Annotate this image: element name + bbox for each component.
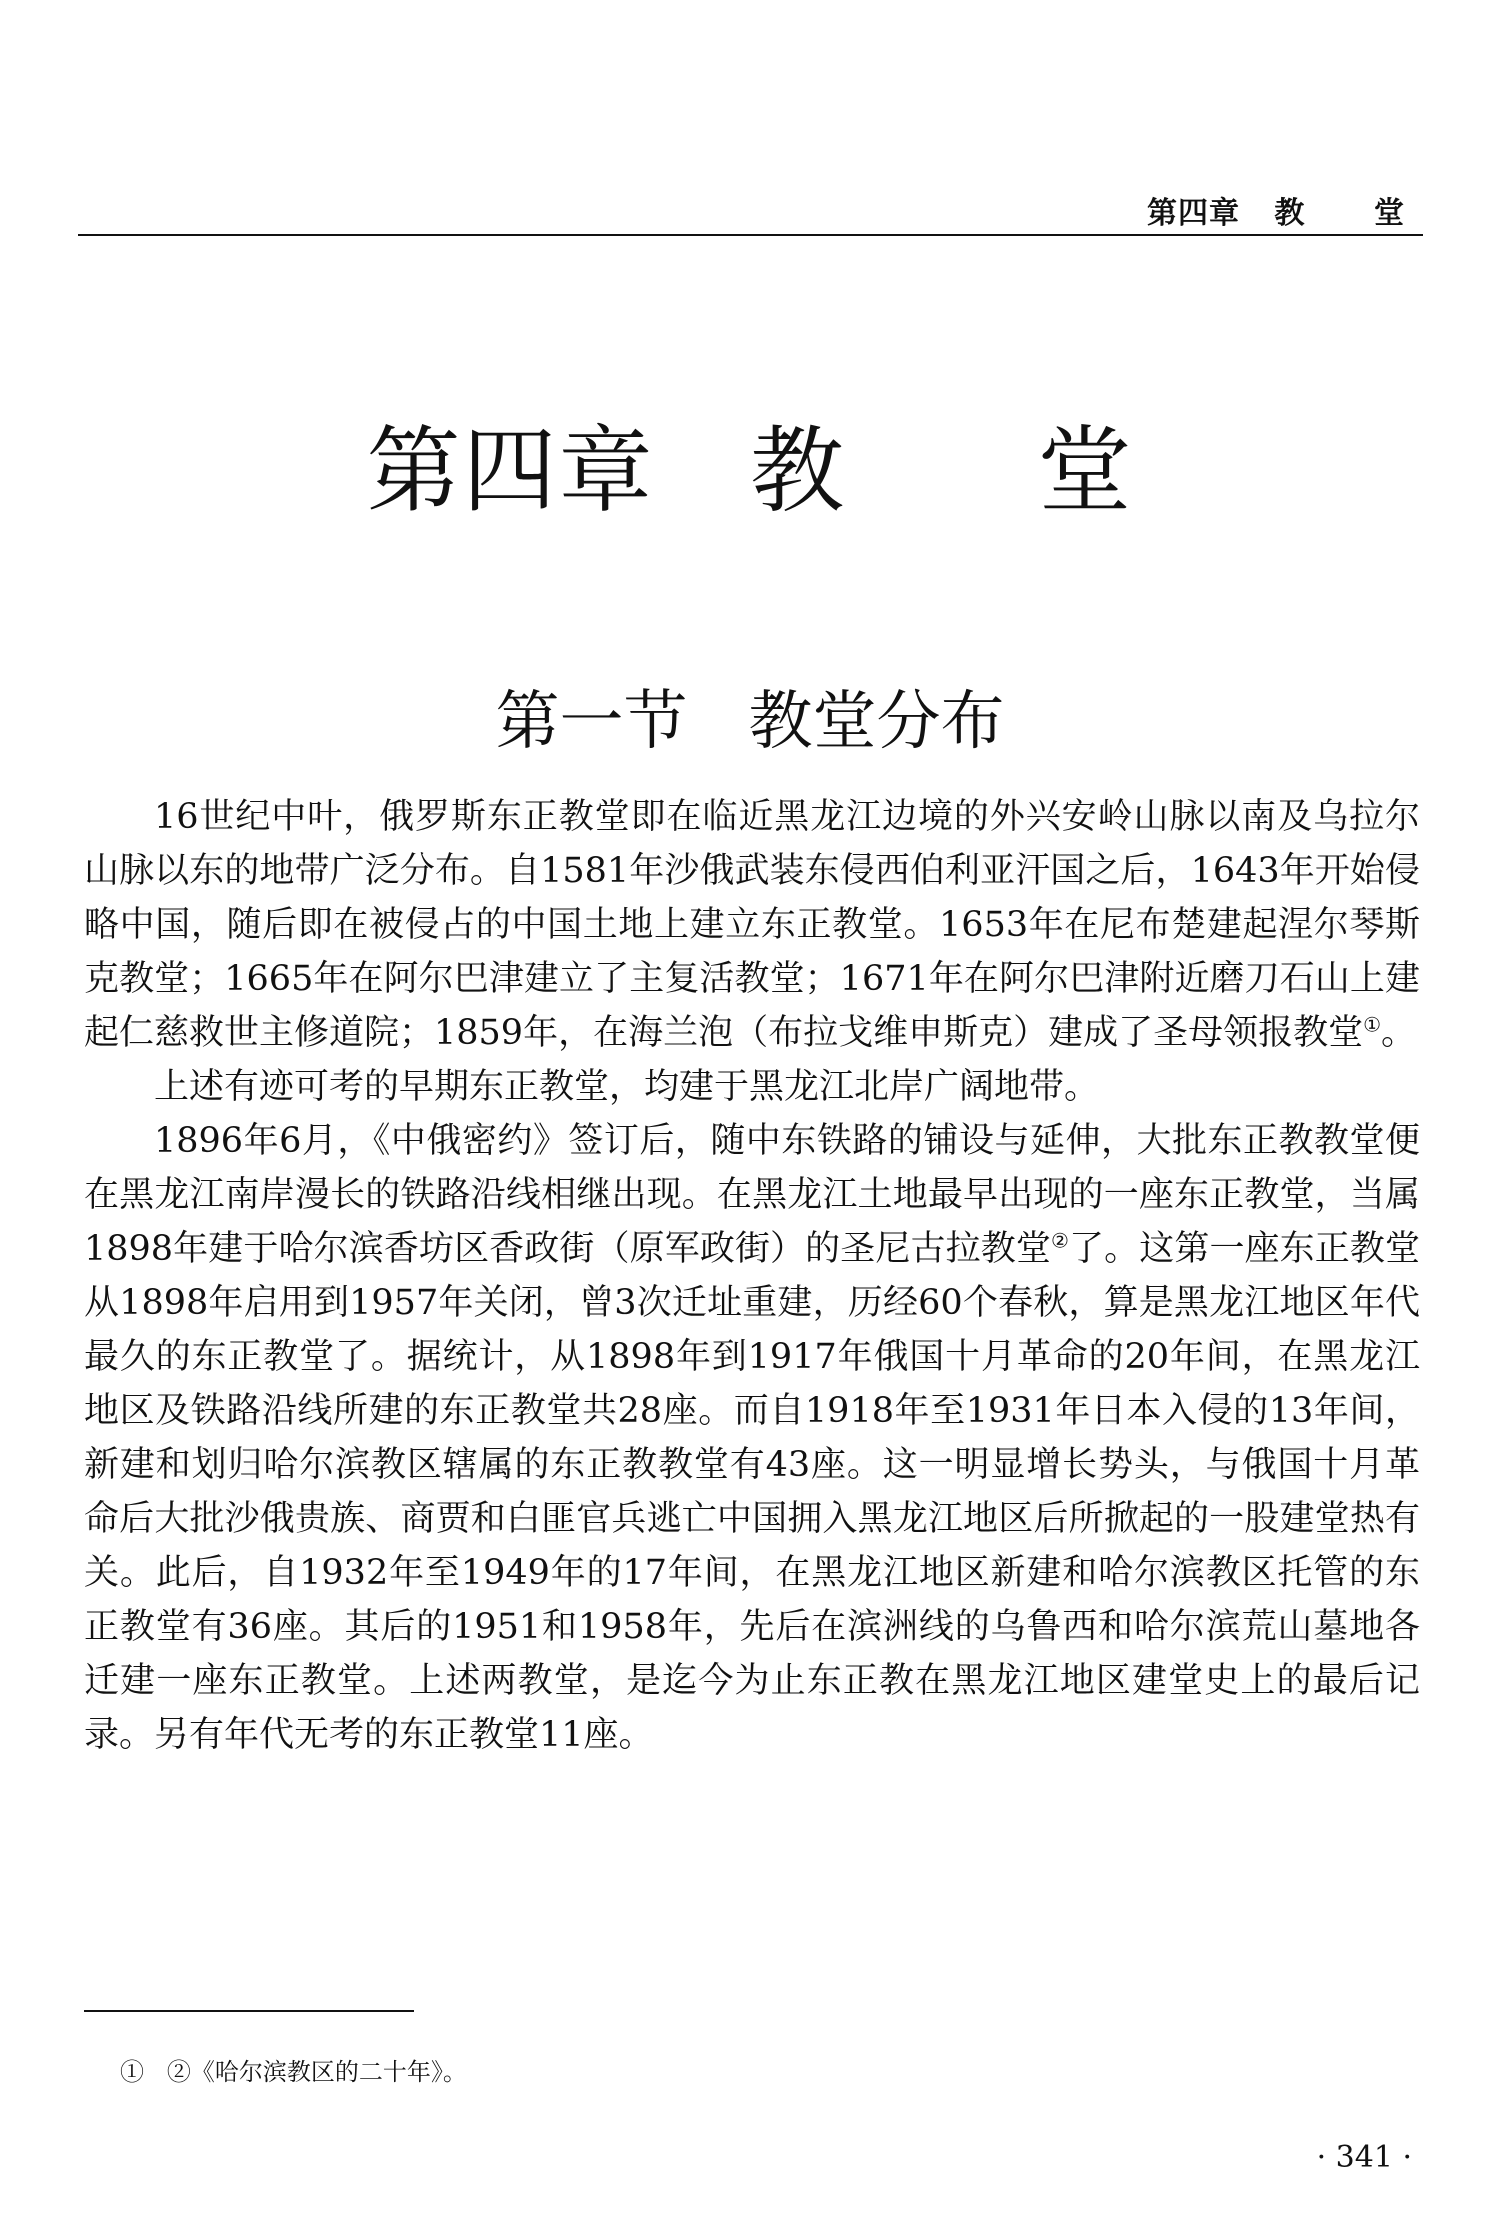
- chapter-title: 第四章 教 堂: [366, 417, 1134, 526]
- paragraph-1-text-a: 16世纪中叶，俄罗斯东正教堂即在临近黑龙江边境的外兴安岭山脉以南及乌拉尔山脉以东的地带广泛分布。自1581年沙俄武装东侵西伯利亚汗国之后，1643年开始侵略中国，随后即在被侵占的中国土地上建立东正教堂。1653年在尼布楚建起涅尔琴斯克教堂；1665年在阿尔巴津建立了主复活教堂；1671年在阿尔巴津附近磨刀石山上建起仁慈救世主修道院；1859年，在海兰泡（布拉戈维申斯克）建成了圣母领报教堂: [84, 797, 1420, 1053]
- paragraph-3-text-b: 了。这第一座东正教堂从1898年启用到1957年关闭，曾3次迁址重建，历经60个春秋，算是黑龙江地区年代最久的东正教堂了。据统计，从1898年到1917年俄国十月革命的20年间，在黑龙江地区及铁路沿线所建的东正教堂共28座。而自1918年至1931年日本入侵的13年间，新建和划归哈尔滨教区辖属的东正教教堂有43座。这一明显增长势头，与俄国十月革命后大批沙俄贵族、商贾和白匪官兵逃亡中国拥入黑龙江地区后所掀起的一股建堂热有关。此后，自1932年至1949年的17年间，在黑龙江地区新建和哈尔滨教区托管的东正教堂有36座。其后的1951和1958年，先后在滨洲线的乌鲁西和哈尔滨荒山墓地各迁建一座东正教堂。上述两教堂，是迄今为止东正教在黑龙江地区建堂史上的最后记录。另有年代无考的东正教堂11座。: [84, 1229, 1420, 1755]
- paragraph-1: [84, 790, 1420, 1060]
- paragraph-3: [84, 1114, 1420, 1762]
- section-title: 第一节 教堂分布: [495, 685, 1005, 759]
- footnote-ref-1: ①: [1363, 1012, 1382, 1037]
- paragraph-3-text-a: 1896年6月，《中俄密约》签订后，随中东铁路的铺设与延伸，大批东正教教堂便在黑龙江南岸漫长的铁路沿线相继出现。在黑龙江土地最早出现的一座东正教堂，当属1898年建于哈尔滨香坊区香政街（原军政街）的圣尼古拉教堂: [84, 1121, 1420, 1269]
- paragraph-2: 上述有迹可考的早期东正教堂，均建于黑龙江北岸广阔地带。: [154, 1067, 1100, 1107]
- footnote-ref-2: ②: [1050, 1228, 1069, 1253]
- header-rule: [78, 234, 1423, 236]
- page-number: · 341 ·: [1316, 2140, 1412, 2175]
- running-head: 第四章 教 堂: [1147, 196, 1405, 231]
- footnote: ① ②《哈尔滨教区的二十年》。: [120, 2058, 467, 2086]
- paragraph-1-text-b: 。: [1381, 1013, 1417, 1053]
- footnote-rule: [84, 2010, 414, 2012]
- body-text: [84, 790, 1420, 1762]
